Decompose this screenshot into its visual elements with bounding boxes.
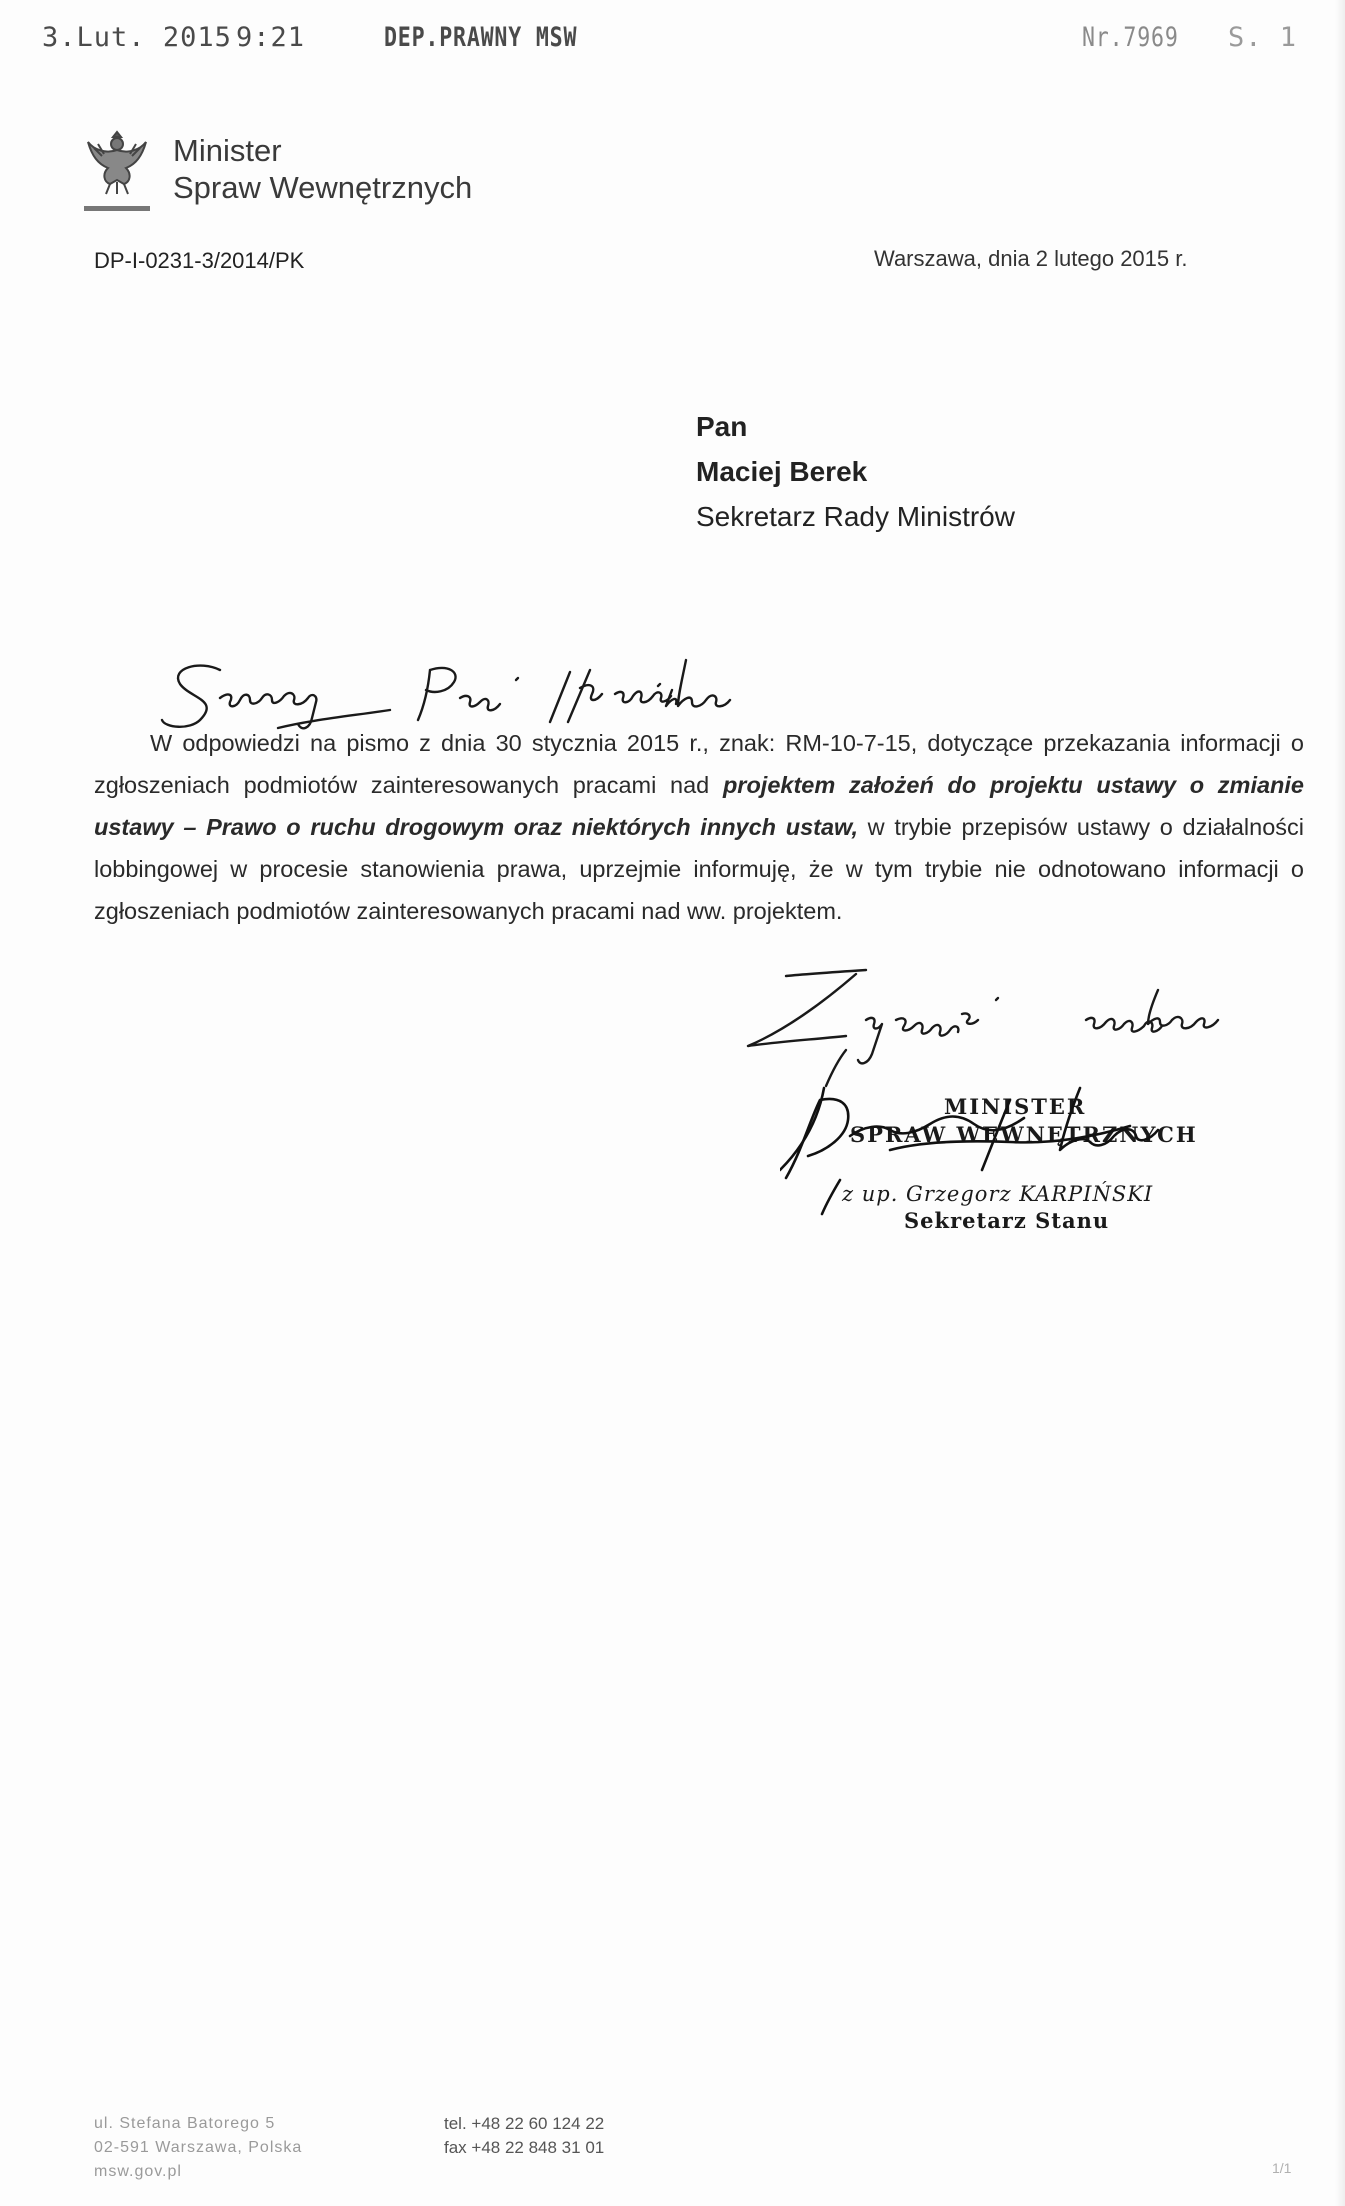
body-text-part3: w trybie przepisów ustawy o działalności lobbingowej w procesie stanowienia prawa, uprzejmie informuję, że w tym trybie nie odnotowano informacji o zgłoszeniach podmiotów zainteresowanych pracami nad ww. projektem. (94, 814, 1304, 924)
fax-header (0, 0, 1345, 70)
footer-website: msw.gov.pl (94, 2163, 182, 2180)
footer-contact (444, 2112, 604, 2160)
letter-body (94, 722, 1304, 932)
footer-fax: fax +48 22 848 31 01 (444, 2138, 605, 2157)
stamp-ministry: SPRAW WEWNĘTRZNYCH (850, 1122, 1198, 1147)
addressee-salutation: Pan (696, 411, 748, 442)
place-date: Warszawa, dnia 2 lutego 2015 r. (874, 246, 1188, 271)
footer-address-line2: 02-591 Warszawa, Polska (94, 2139, 303, 2156)
polish-eagle-emblem-icon (84, 124, 150, 212)
addressee-title: Sekretarz Rady Ministrów (696, 501, 1015, 532)
stamp-signer-title: Sekretarz Stanu (904, 1208, 1110, 1233)
addressee-name: Maciej Berek (696, 456, 868, 487)
stamp-minister: MINISTER (944, 1094, 1087, 1119)
body-text-part1: W odpowiedzi na pismo z dnia 30 stycznia 2015 r., znak: RM-10-7-15, dotyczące przekazania informacji o zgłoszeniach podmiotów zainteresowanych pracami nad (94, 730, 1304, 798)
signature-scribble (780, 1080, 1250, 1260)
handwritten-closing (746, 960, 1306, 1090)
reference-number: DP-I-0231-3/2014/PK (94, 248, 305, 273)
fax-date: 3.Lut. 2015 (42, 22, 232, 53)
scan-edge-shadow (1335, 0, 1345, 2206)
body-text-emphasis: projektem założeń do projektu ustawy o zmianie ustawy – Prawo o ruchu drogowym oraz niektórych innych ustaw, (94, 772, 1305, 840)
ministry-name-line1: Minister (173, 133, 282, 168)
footer-tel: tel. +48 22 60 124 22 (444, 2114, 605, 2133)
footer-address (94, 2112, 302, 2184)
fax-department: DEP.PRAWNY MSW (384, 22, 578, 53)
fax-number: Nr.7969 (1082, 22, 1179, 53)
addressee-block (696, 404, 1015, 539)
signature-stamp (780, 1080, 1250, 1260)
footer-page-mark: 1/1 (1272, 2160, 1292, 2176)
footer-address-line1: ul. Stefana Batorego 5 (94, 2115, 276, 2132)
ministry-name (173, 132, 472, 206)
ministry-name-line2: Spraw Wewnętrznych (173, 170, 473, 205)
fax-page: S. 1 (1228, 22, 1298, 53)
fax-time: 9:21 (236, 22, 306, 53)
stamp-signer: z up. Grzegorz KARPIŃSKI (842, 1182, 1154, 1206)
